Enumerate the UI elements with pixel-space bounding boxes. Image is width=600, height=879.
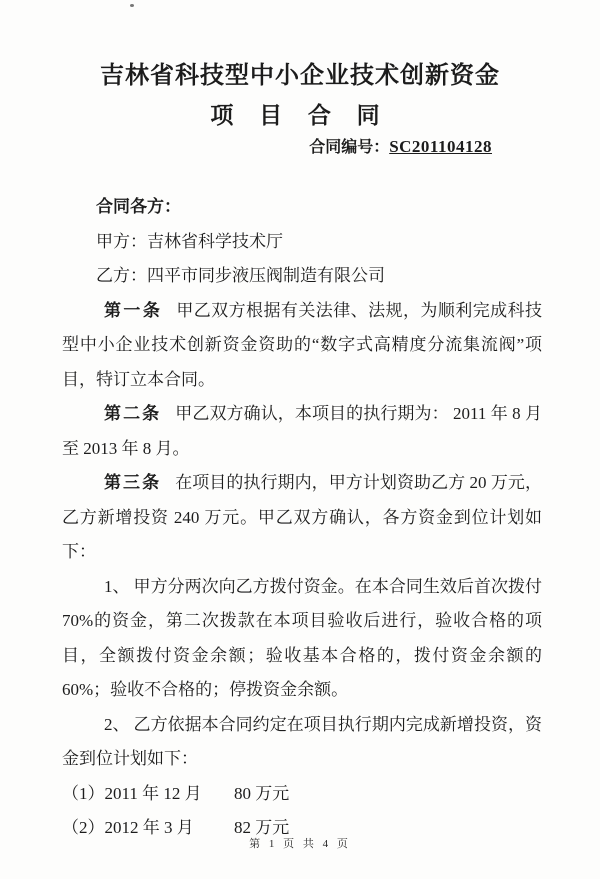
item-2-label: 2、 (104, 714, 130, 734)
item-1-text: 甲方分两次向乙方拨付资金。在本合同生效后首次拨付 70%的资金，第二次拨款在本项目验收后进行，验收合格的项目，全额拨付资金余额；验收基本合格的，拨付资金余额的 60%；验收不合格的；停拨资金余额。 (62, 576, 543, 699)
schedule-row-1-amount: 80 万元 (234, 783, 290, 803)
parties-heading: 合同各方： (96, 197, 181, 216)
clause-2-text: 甲乙双方确认，本项目的执行期为： 2011 年 8 月 至 2013 年 8 月。 (62, 404, 542, 458)
item-2-text: 乙方依据本合同约定在项目执行期内完成新增投资，资金到位计划如下： (62, 714, 543, 768)
party-b-line: 乙方：四平市同步液压阀制造有限公司 (96, 266, 385, 285)
document-title-line1: 吉林省科技型中小企业技术创新资金 (100, 63, 500, 89)
item-1-label: 1、 (104, 576, 130, 596)
clause-1-label: 第一条 (104, 300, 163, 320)
contract-body (62, 190, 542, 846)
contract-number-label: 合同编号： (309, 139, 390, 156)
schedule-row-2-date: （2）2012 年 3 月 (62, 818, 194, 837)
schedule-row-2-amount: 82 万元 (234, 818, 290, 837)
party-a-line: 甲方：吉林省科学技术厅 (96, 231, 283, 251)
item-1-paragraph (62, 570, 542, 708)
clause-1-paragraph (62, 294, 542, 398)
clause-3-label: 第三条 (104, 473, 162, 492)
contract-number-value: SC201104128 (389, 137, 492, 156)
contract-number-line (309, 134, 492, 157)
document-title-line2: 项 目 合 同 (210, 103, 390, 128)
clause-3-paragraph (62, 466, 542, 570)
clause-2-label: 第二条 (104, 404, 162, 423)
schedule-row-1 (62, 777, 542, 812)
page-number-footer: 第 1 页 共 4 页 (249, 838, 351, 850)
item-2-paragraph (62, 708, 542, 777)
schedule-row-1-date: （1）2011 年 12 月 (62, 783, 202, 803)
clause-1-text: 甲乙双方根据有关法律、法规，为顺利完成科技型中小企业技术创新资金资助的“数字式高精度分流集流阀”项目，特订立本合同。 (62, 300, 543, 389)
scan-artifact-speck (130, 4, 134, 7)
clause-2-paragraph (62, 397, 542, 466)
clause-3-text: 在项目的执行期内，甲方计划资助乙方 20 万元，乙方新增投资 240 万元。甲乙双方确认，各方资金到位计划如下： (62, 473, 542, 561)
